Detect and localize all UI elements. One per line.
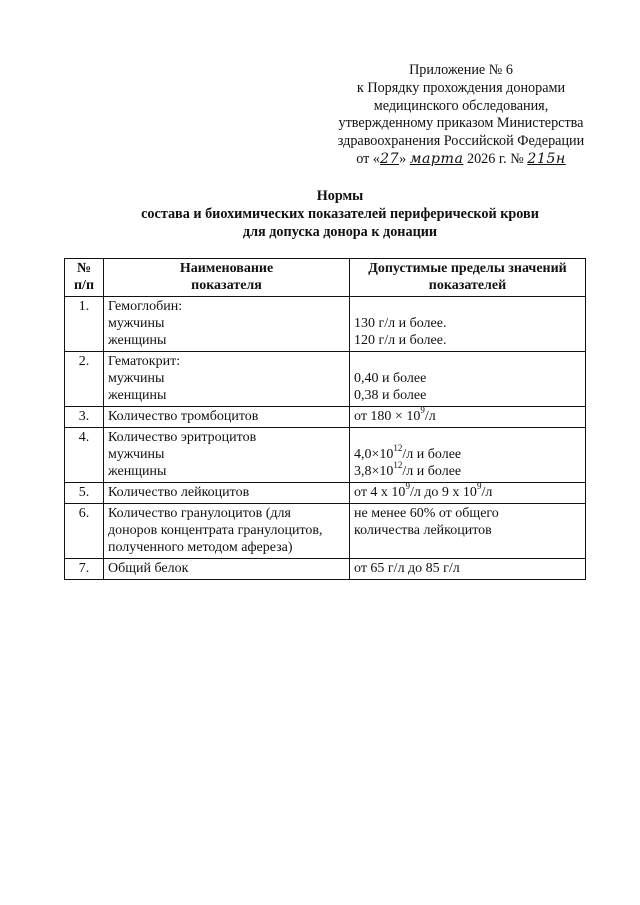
appendix-line-2: медицинского обследования, [373,97,549,114]
row-value-line [354,443,581,463]
row-name-line: полученного методом афереза) [108,540,293,555]
row-sub-label: мужчины [108,316,165,331]
row-value [350,297,586,352]
value-text: /л [481,485,493,500]
row-value [350,407,586,428]
row-sub-label: женщины [108,333,167,348]
header-limits [350,259,586,297]
header-limits-line-1: Допустимые пределы значений [368,261,567,276]
header-name [104,259,350,297]
row-value: от 65 г/л до 85 г/л [350,559,586,580]
table-row [65,297,586,352]
row-number: 4. [65,428,104,483]
row-value [350,483,586,504]
row-name-line: Количество гранулоцитов (для [108,506,291,521]
row-value [350,428,586,483]
row-value-line: 0,40 и более [354,371,427,386]
header-limits-line-2: показателей [428,278,507,293]
row-value-line: 0,38 и более [354,388,427,403]
date-year: 2026 г. № [463,150,528,167]
row-name: Общий белок [104,559,350,580]
header-num-line-2: п/п [73,278,95,293]
row-sub-label: мужчины [108,447,165,462]
row-number: 6. [65,504,104,559]
value-text: 3,8×10 [354,464,394,479]
row-value-line: не менее 60% от общего [354,506,499,521]
date-mid: » [399,150,410,167]
appendix-title: Приложение № 6 [409,62,513,78]
value-exponent: 9 [405,481,410,492]
heading-line-1: Нормы [316,188,364,204]
row-name [104,352,350,407]
value-exponent: 12 [393,460,403,471]
header-num [65,259,104,297]
row-number: 5. [65,483,104,504]
appendix-line-1: к Порядку прохождения донорами [356,79,566,96]
row-name-line: Количество эритроцитов [108,430,257,445]
value-exponent: 9 [476,481,482,492]
document-heading [80,187,600,241]
date-month: марта [409,150,464,167]
value-text: от 180 × 10 [354,409,421,424]
row-number: 1. [65,297,104,352]
row-name-line: Гематокрит: [108,354,181,369]
row-sub-label: женщины [108,388,167,403]
value-exponent: 9 [420,405,425,416]
row-value-line: 130 г/л и более. [354,316,447,331]
row-sub-label: женщины [108,464,167,479]
date-prefix: от « [356,150,380,167]
table-row [65,483,586,504]
appendix-block [318,62,604,169]
value-text: /л и более [402,464,462,479]
value-text: /л до 9 х 10 [409,485,477,500]
row-number: 2. [65,352,104,407]
row-name [104,428,350,483]
row-name [104,504,350,559]
heading-line-2: состава и биохимических показателей периферической крови [141,206,539,222]
row-number: 3. [65,407,104,428]
date-day: 27 [380,150,400,167]
value-text: /л [424,409,436,424]
appendix-date-line [318,151,604,169]
table-row [65,504,586,559]
value-exponent: 12 [393,443,403,454]
row-name-line: Гемоглобин: [108,299,183,314]
header-name-line-1: Наименование [179,261,274,276]
row-name: Количество лейкоцитов [104,483,350,504]
table-row [65,559,586,580]
order-number: 215н [527,150,566,167]
table-row [65,428,586,483]
appendix-line-3: утвержденному приказом Министерства [338,115,584,132]
row-sub-label: мужчины [108,371,165,386]
row-value-line [354,460,581,480]
heading-line-3: для допуска донора к донации [242,224,438,240]
table-row [65,352,586,407]
table-row [65,407,586,428]
row-name [104,297,350,352]
row-value-line: 120 г/л и более. [354,333,447,348]
value-text: от 4 х 10 [354,485,406,500]
value-text: /л и более [402,447,462,462]
appendix-line-4: здравоохранения Российской Федерации [337,133,585,150]
norms-table [64,258,586,580]
row-value [350,504,586,559]
row-name-line: доноров концентрата гранулоцитов, [108,523,323,538]
header-num-line-1: № [76,261,92,276]
header-name-line-2: показателя [191,278,262,293]
row-value-line: количества лейкоцитов [354,523,492,538]
row-number: 7. [65,559,104,580]
table-header-row [65,259,586,297]
value-text: 4,0×10 [354,447,394,462]
row-name: Количество тромбоцитов [104,407,350,428]
row-value [350,352,586,407]
